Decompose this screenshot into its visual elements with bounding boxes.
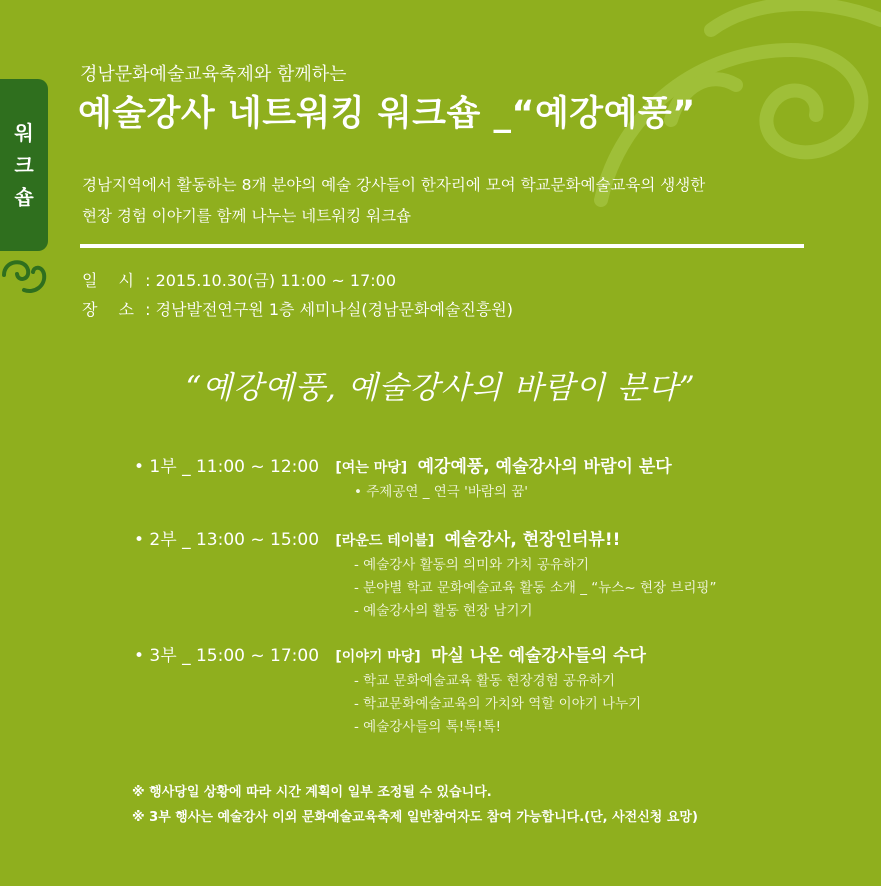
description-line: 경남지역에서 활동하는 8개 분야의 예술 강사들이 한자리에 모여 학교문화예술교육의 생생한 <box>82 176 706 194</box>
session-title: 예술강사, 현장인터뷰!! <box>444 530 621 550</box>
session-item: - 예술강사 활동의 의미와 가치 공유하기 <box>354 557 589 573</box>
date-value: : 2015.10.30(금) 11:00 ~ 17:00 <box>145 271 397 290</box>
place-row <box>82 295 513 324</box>
session-header <box>134 525 854 550</box>
event-description <box>82 170 802 232</box>
session-item: - 학교 문화예술교육 활동 현장경험 공유하기 <box>354 673 616 689</box>
session-item: - 예술강사들의 톡!톡!톡! <box>354 719 502 735</box>
note: ※ 3부 행사는 예술강사 이외 문화예술교육축제 일반참여자도 참여 가능합니다.(단, 사전신청 요망) <box>132 810 698 825</box>
session-time: • 1부 _ 11:00 ~ 12:00 <box>134 457 320 477</box>
session-items <box>354 481 854 504</box>
swirl-ornament-icon <box>0 250 50 300</box>
notes <box>132 780 698 830</box>
description-line: 현장 경험 이야기를 함께 나누는 네트워킹 워크숍 <box>82 207 412 225</box>
event-subtitle: 경남문화예술교육축제와 함께하는 <box>80 64 347 85</box>
session-title: 마실 나온 예술강사들의 수다 <box>431 646 646 666</box>
side-tab-char: 크 <box>14 153 34 177</box>
session-item: - 분야별 학교 문화예술교육 활동 소개 _ “뉴스~ 현장 브리핑” <box>354 580 717 596</box>
session-header <box>134 452 854 477</box>
session-items <box>354 670 854 739</box>
side-tab-char: 워 <box>14 121 34 145</box>
session-items <box>354 554 854 623</box>
session-item: - 학교문화예술교육의 가치와 역할 이야기 나누기 <box>354 696 642 712</box>
date-row <box>82 266 513 295</box>
date-label: 일 시 <box>82 271 142 290</box>
session-tag: [라운드 테이블] <box>335 533 435 549</box>
session-2 <box>134 525 854 623</box>
side-tab <box>0 79 48 251</box>
slogan: “예강예풍, 예술강사의 바람이 분다” <box>185 370 696 406</box>
session-item: • 주제공연 _ 연극 '바람의 꿈' <box>354 484 529 500</box>
session-tag: [이야기 마당] <box>335 649 421 665</box>
side-tab-char: 숍 <box>14 185 34 209</box>
note: ※ 행사당일 상황에 따라 시간 계획이 일부 조정될 수 있습니다. <box>132 785 492 800</box>
session-item: - 예술강사의 활동 현장 남기기 <box>354 603 533 619</box>
divider <box>80 244 804 248</box>
session-header <box>134 641 854 666</box>
event-info <box>82 266 513 324</box>
event-title: 예술강사 네트워킹 워크숍 _“예강예풍” <box>78 94 696 134</box>
place-value: : 경남발전연구원 1층 세미나실(경남문화예술진흥원) <box>145 300 513 319</box>
session-title: 예강예풍, 예술강사의 바람이 분다 <box>417 457 672 477</box>
session-time: • 3부 _ 15:00 ~ 17:00 <box>134 646 320 666</box>
place-label: 장 소 <box>82 300 142 319</box>
session-3 <box>134 641 854 739</box>
session-tag: [여는 마당] <box>335 460 408 476</box>
session-time: • 2부 _ 13:00 ~ 15:00 <box>134 530 320 550</box>
session-1 <box>134 452 854 504</box>
